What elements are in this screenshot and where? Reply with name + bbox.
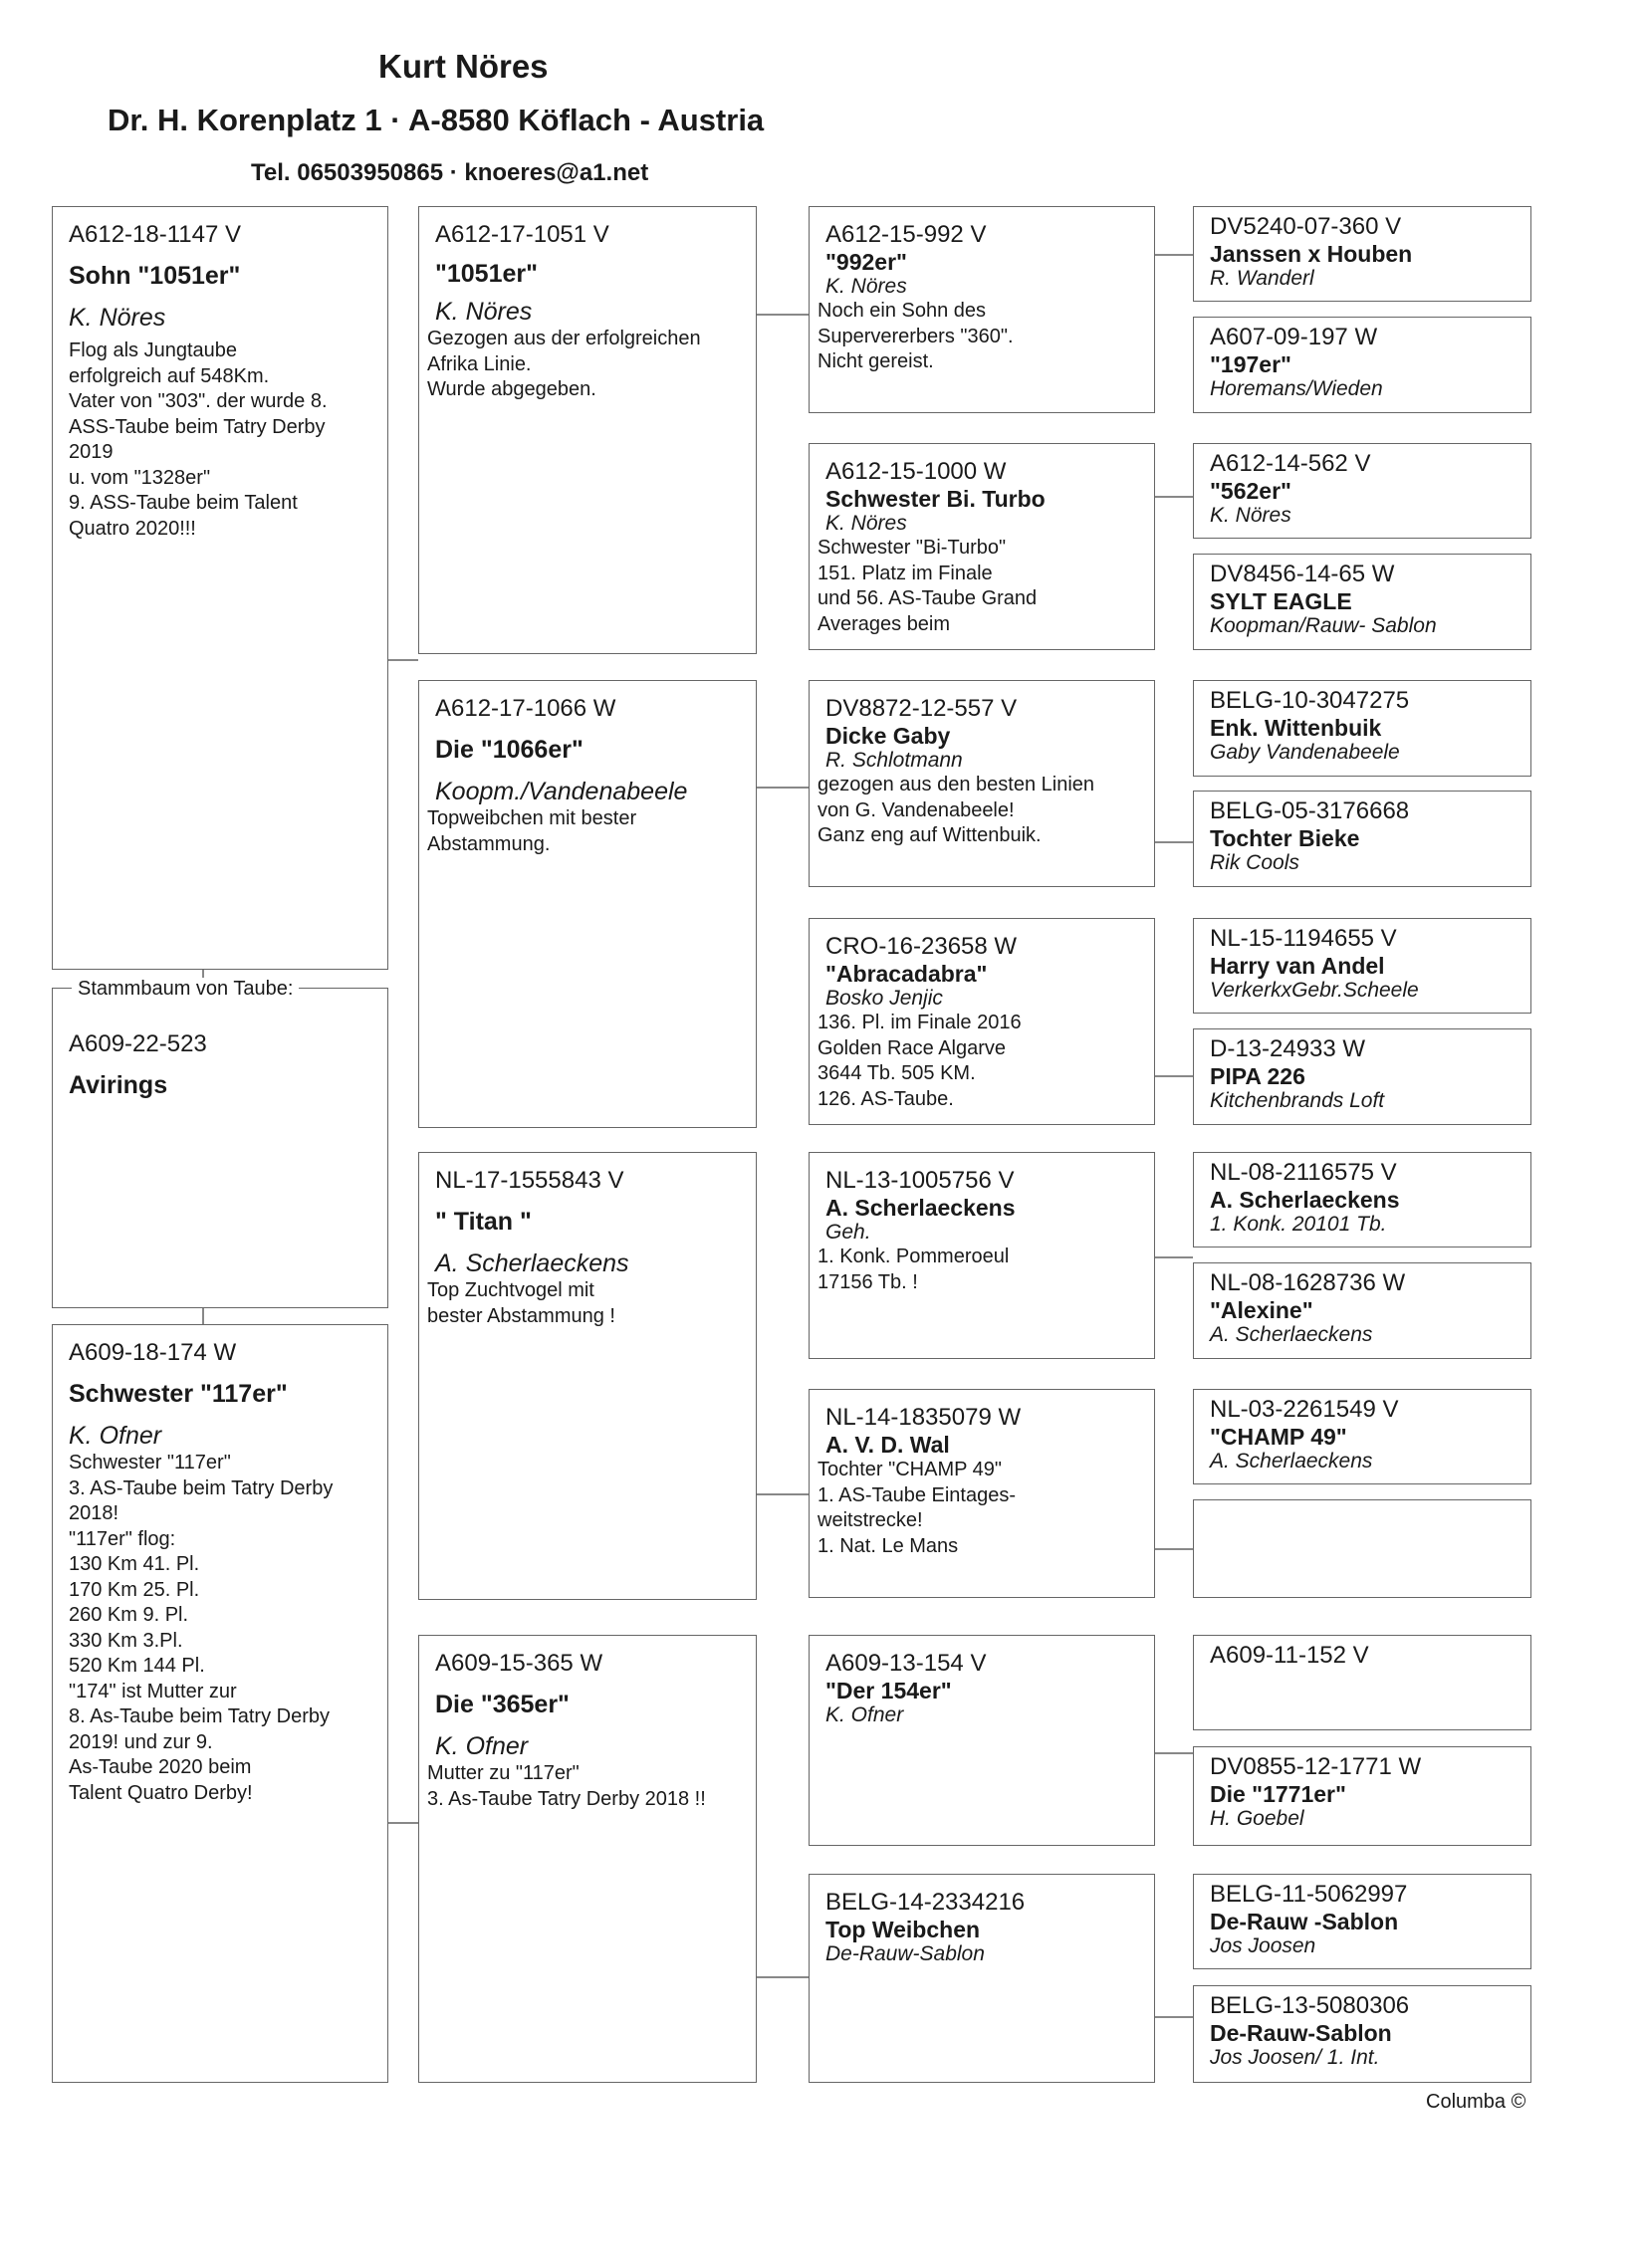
breeder-name: Gaby Vandenabeele	[1210, 741, 1400, 764]
gen4-card	[1193, 317, 1531, 413]
pigeon-name: "197er"	[1210, 351, 1291, 377]
breeder-name: Koopm./Vandenabeele	[435, 778, 688, 805]
gen4-card	[1193, 1152, 1531, 1247]
ring-number: DV8456-14-65 W	[1210, 561, 1395, 587]
breeder-name: K. Nöres	[1210, 504, 1291, 527]
copyright-footer: Columba ©	[1426, 2091, 1526, 2113]
breeder-name: Koopman/Rauw- Sablon	[1210, 614, 1437, 637]
notes: Schwester "Bi-Turbo" 151. Platz im Finale und 56. AS-Taube Grand Averages beim	[818, 537, 1038, 635]
ring-number: A612-15-992 V	[825, 221, 987, 248]
ring-number: NL-03-2261549 V	[1210, 1396, 1399, 1423]
ring-number: DV8872-12-557 V	[825, 695, 1018, 722]
gen4-card	[1193, 1389, 1531, 1484]
ring-number: A612-17-1066 W	[435, 695, 616, 722]
gen3-card	[809, 918, 1155, 1125]
gen4-card	[1193, 791, 1531, 887]
gen4-card	[1193, 918, 1531, 1014]
pigeon-name: A. V. D. Wal	[825, 1432, 950, 1458]
pigeon-name: Top Weibchen	[825, 1917, 981, 1942]
owner-name: Kurt Nöres	[378, 48, 549, 85]
breeder-name: K. Nöres	[825, 275, 907, 298]
breeder-name: Rik Cools	[1210, 851, 1299, 874]
ring-number: NL-08-1628736 W	[1210, 1269, 1406, 1296]
ring-number: NL-13-1005756 V	[825, 1167, 1015, 1194]
ring-number: DV0855-12-1771 W	[1210, 1753, 1422, 1780]
gen3-card	[809, 206, 1155, 413]
ring-number: BELG-13-5080306	[1210, 1992, 1410, 2019]
notes: Schwester "117er" 3. AS-Taube beim Tatry Derby 2018! "117er" flog: 130 Km 41. Pl. 170 Km 25. Pl. 260 Km 9. Pl. 330 Km 3.Pl. 520 Km 144 Pl. "174" ist Mutter zur 8. As-Taube beim Tatry Derby 2019! und zur 9. As-Taube 2020 beim Talent Quatro Derby!	[69, 1452, 334, 1804]
ring-number: BELG-11-5062997	[1210, 1881, 1408, 1908]
gen4-card	[1193, 1985, 1531, 2083]
ring-number: BELG-05-3176668	[1210, 797, 1410, 824]
notes: Mutter zu "117er" 3. As-Taube Tatry Derby 2018 !!	[427, 1762, 706, 1810]
gen3-card	[809, 1874, 1155, 2083]
gen4-card	[1193, 1874, 1531, 1969]
breeder-name: Bosko Jenjic	[825, 987, 943, 1010]
gen3-card	[809, 1152, 1155, 1359]
pigeon-name: SYLT EAGLE	[1210, 588, 1352, 614]
pigeon-name: PIPA 226	[1210, 1063, 1305, 1089]
pigeon-name: "1051er"	[435, 260, 538, 288]
breeder-name: K. Ofner	[825, 1703, 904, 1726]
notes: Flog als Jungtaube erfolgreich auf 548Km. Vater von "303". der wurde 8. ASS-Taube beim Tatry Derby 2019 u. vom "1328er" 9. ASS-Taube beim Talent Quatro 2020!!!	[69, 340, 328, 540]
breeder-name: A. Scherlaeckens	[435, 1249, 629, 1277]
gen4-card	[1193, 1262, 1531, 1359]
breeder-name: A. Scherlaeckens	[1210, 1450, 1373, 1473]
pigeon-name: Die "365er"	[435, 1691, 570, 1718]
ring-number: D-13-24933 W	[1210, 1035, 1366, 1062]
ring-number: A612-17-1051 V	[435, 221, 609, 248]
notes: 136. Pl. im Finale 2016 Golden Race Algarve 3644 Tb. 505 KM. 126. AS-Taube.	[818, 1012, 1022, 1110]
breeder-name: H. Goebel	[1210, 1807, 1304, 1830]
notes: Top Zuchtvogel mit bester Abstammung !	[427, 1279, 615, 1327]
breeder-name: Jos Joosen	[1210, 1934, 1316, 1957]
pigeon-name: "562er"	[1210, 478, 1291, 504]
pigeon-name: Dicke Gaby	[825, 723, 951, 749]
pigeon-name: A. Scherlaeckens	[1210, 1187, 1400, 1213]
ring-number: NL-14-1835079 W	[825, 1404, 1022, 1431]
gen1-dam-card	[52, 1324, 388, 2083]
pigeon-name: Enk. Wittenbuik	[1210, 715, 1382, 741]
gen4-card	[1193, 1028, 1531, 1125]
ring-number: A609-15-365 W	[435, 1650, 603, 1677]
breeder-name: Kitchenbrands Loft	[1210, 1089, 1385, 1112]
pigeon-name: Sohn "1051er"	[69, 262, 241, 290]
breeder-name: K. Nöres	[69, 304, 166, 332]
pigeon-name: "Abracadabra"	[825, 961, 988, 987]
breeder-name: R. Wanderl	[1210, 267, 1314, 290]
ring-number: BELG-10-3047275	[1210, 687, 1410, 714]
breeder-name: K. Nöres	[435, 298, 533, 326]
ring-number: A609-18-174 W	[69, 1339, 237, 1366]
pigeon-name: "992er"	[825, 249, 907, 275]
gen4-card-empty	[1193, 1499, 1531, 1598]
ring-number: A612-14-562 V	[1210, 450, 1371, 477]
ring-number: A609-11-152 V	[1210, 1642, 1369, 1669]
gen3-card	[809, 680, 1155, 887]
gen3-card	[809, 1389, 1155, 1598]
ring-number: A612-18-1147 V	[69, 221, 242, 248]
breeder-name: De-Rauw-Sablon	[825, 1942, 985, 1965]
gen2-card	[418, 1635, 757, 2083]
notes: 1. Konk. Pommeroeul 17156 Tb. !	[818, 1246, 1010, 1293]
gen4-card	[1193, 680, 1531, 777]
pigeon-name: Tochter Bieke	[1210, 825, 1360, 851]
ring-number: BELG-14-2334216	[825, 1889, 1026, 1916]
ring-number: A609-22-523	[69, 1030, 207, 1057]
gen4-card	[1193, 554, 1531, 650]
breeder-name: 1. Konk. 20101 Tb.	[1210, 1213, 1387, 1236]
pigeon-name: Die "1771er"	[1210, 1781, 1346, 1807]
pigeon-name: Avirings	[69, 1071, 168, 1099]
gen2-card	[418, 1152, 757, 1600]
gen4-card	[1193, 206, 1531, 302]
gen1-sire-card	[52, 206, 388, 970]
subject-label: Stammbaum von Taube:	[72, 978, 299, 1001]
pigeon-name: "Alexine"	[1210, 1297, 1313, 1323]
pigeon-name: De-Rauw-Sablon	[1210, 2020, 1392, 2046]
notes: Noch ein Sohn des Supervererbers "360". Nicht gereist.	[818, 300, 1014, 372]
notes: Tochter "CHAMP 49" 1. AS-Taube Eintages- weitstrecke! 1. Nat. Le Mans	[818, 1459, 1017, 1557]
ring-number: NL-15-1194655 V	[1210, 925, 1397, 952]
gen3-card	[809, 443, 1155, 650]
pigeon-name: Schwester Bi. Turbo	[825, 486, 1046, 512]
pigeon-name: " Titan "	[435, 1208, 532, 1236]
pigeon-name: "Der 154er"	[825, 1678, 952, 1703]
breeder-name: K. Ofner	[435, 1732, 529, 1760]
pigeon-name: De-Rauw -Sablon	[1210, 1909, 1399, 1934]
ring-number: A612-15-1000 W	[825, 458, 1007, 485]
gen4-card	[1193, 1746, 1531, 1846]
owner-contact: Tel. 06503950865 · knoeres@a1.net	[251, 159, 649, 186]
ring-number: NL-08-2116575 V	[1210, 1159, 1397, 1186]
notes: gezogen aus den besten Linien von G. Vandenabeele! Ganz eng auf Wittenbuik.	[818, 774, 1095, 846]
ring-number: DV5240-07-360 V	[1210, 213, 1402, 240]
notes: Gezogen aus der erfolgreichen Afrika Linie. Wurde abgegeben.	[427, 328, 701, 400]
gen3-card	[809, 1635, 1155, 1846]
pigeon-name: A. Scherlaeckens	[825, 1195, 1016, 1221]
gen4-card	[1193, 443, 1531, 539]
pigeon-name: "CHAMP 49"	[1210, 1424, 1347, 1450]
breeder-name: VerkerkxGebr.Scheele	[1210, 979, 1419, 1002]
pigeon-name: Janssen x Houben	[1210, 241, 1413, 267]
breeder-name: K. Ofner	[69, 1422, 162, 1450]
notes: Topweibchen mit bester Abstammung.	[427, 807, 637, 855]
breeder-name: A. Scherlaeckens	[1210, 1323, 1373, 1346]
gen2-card	[418, 206, 757, 654]
gen4-card	[1193, 1635, 1531, 1730]
subject-card	[52, 988, 388, 1308]
pigeon-name: Die "1066er"	[435, 736, 584, 764]
breeder-name: Geh.	[825, 1221, 871, 1244]
ring-number: A607-09-197 W	[1210, 324, 1378, 350]
owner-address: Dr. H. Korenplatz 1 · A-8580 Köflach - Austria	[108, 103, 765, 137]
breeder-name: Jos Joosen/ 1. Int.	[1210, 2046, 1380, 2069]
breeder-name: R. Schlotmann	[825, 749, 963, 772]
pigeon-name: Schwester "117er"	[69, 1380, 288, 1408]
ring-number: CRO-16-23658 W	[825, 933, 1018, 960]
pigeon-name: Harry van Andel	[1210, 953, 1385, 979]
gen2-card	[418, 680, 757, 1128]
breeder-name: Horemans/Wieden	[1210, 377, 1383, 400]
ring-number: NL-17-1555843 V	[435, 1167, 624, 1194]
ring-number: A609-13-154 V	[825, 1650, 987, 1677]
breeder-name: K. Nöres	[825, 512, 907, 535]
